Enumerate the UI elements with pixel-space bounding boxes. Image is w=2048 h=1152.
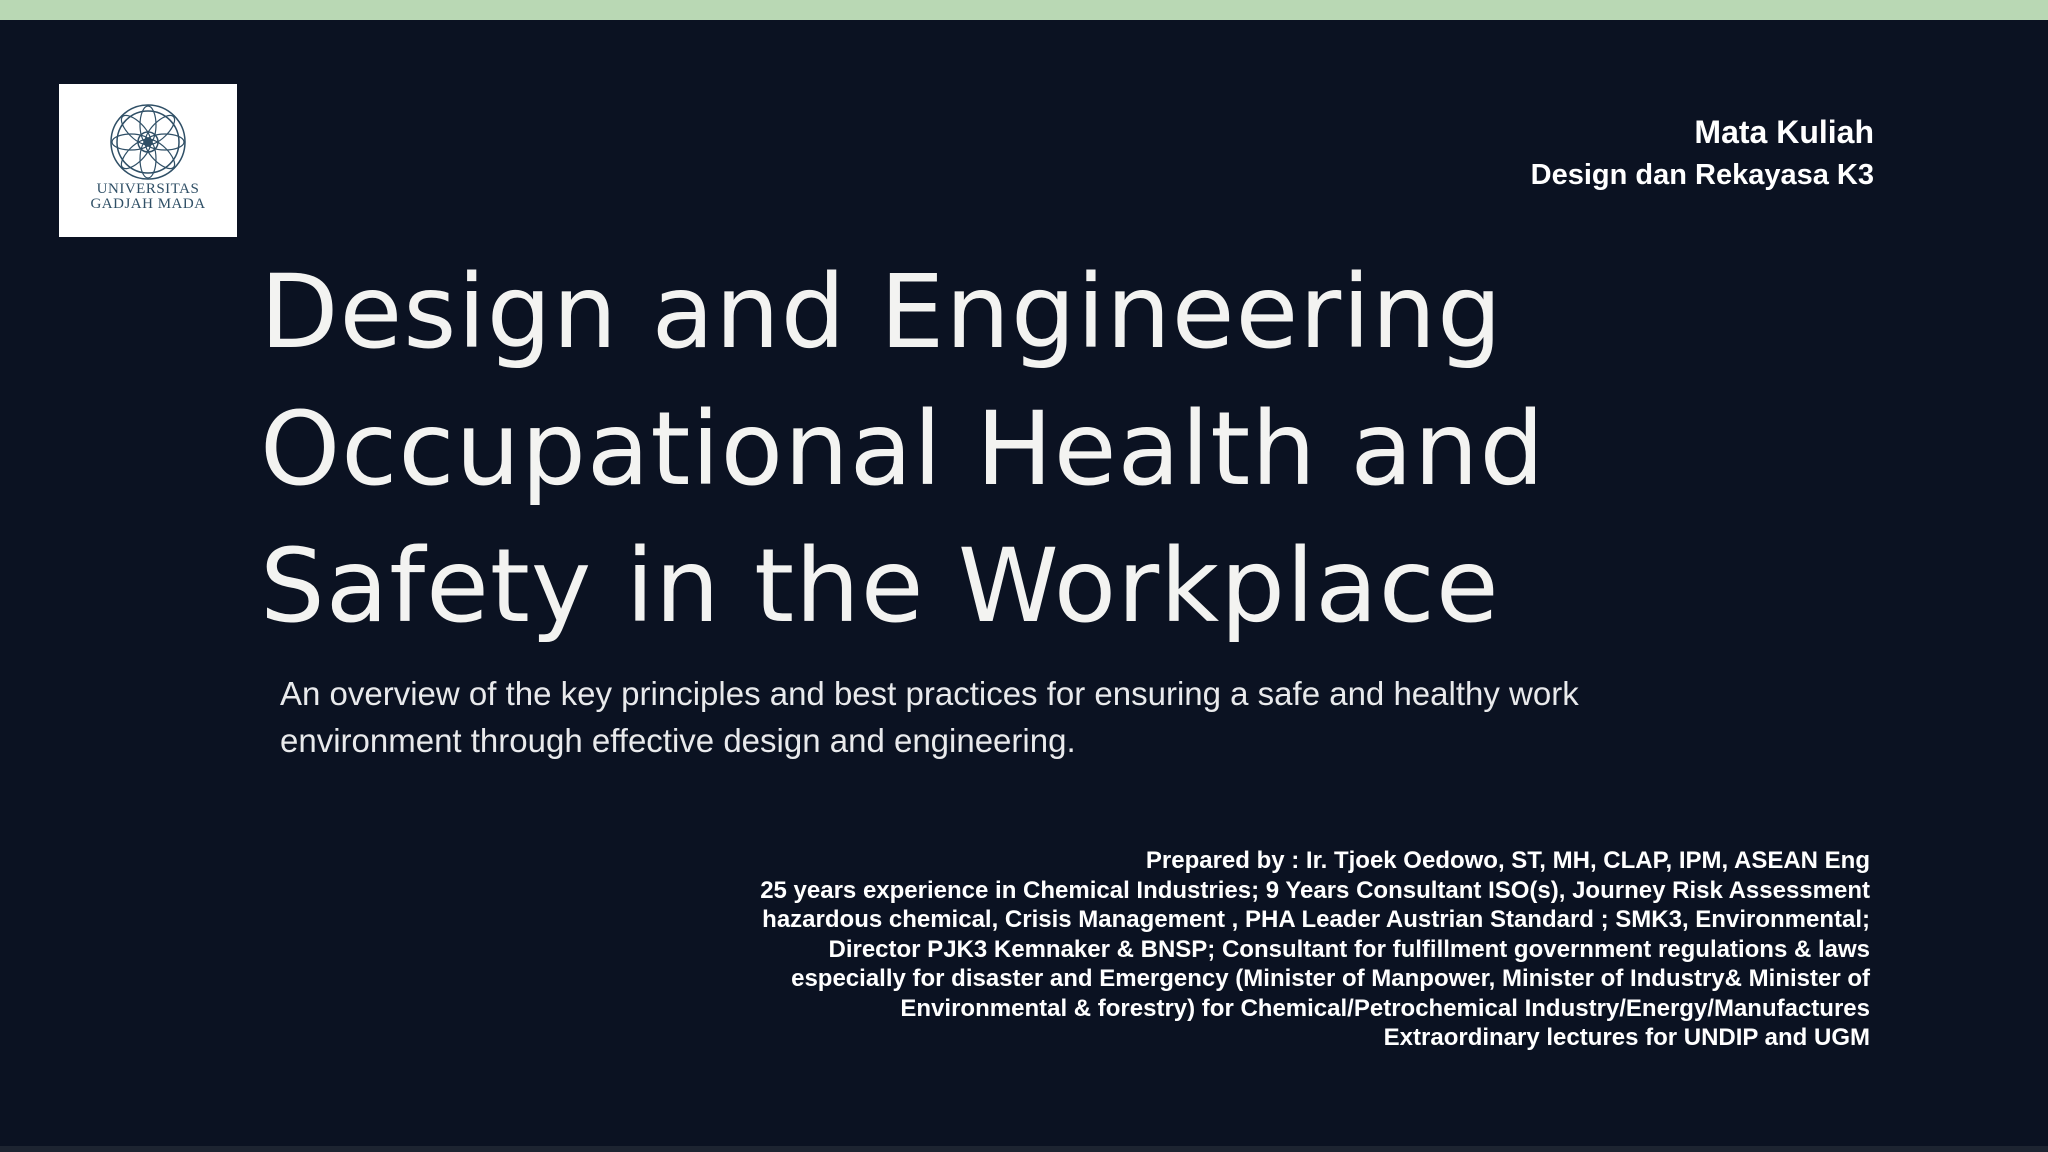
author-line: 25 years experience in Chemical Industries; 9 Years Consultant ISO(s), Journey Risk Assessment bbox=[760, 876, 1870, 904]
author-line: Environmental & forestry) for Chemical/Petrochemical Industry/Energy/Manufactures bbox=[900, 994, 1870, 1022]
author-line: especially for disaster and Emergency (Minister of Manpower, Minister of Industry& Minister of bbox=[791, 965, 1870, 992]
author-line: Extraordinary lectures for UNDIP and UGM bbox=[1383, 1024, 1870, 1051]
university-logo bbox=[59, 84, 237, 237]
author-line: Director PJK3 Kemnaker & BNSP; Consultant for fulfillment government regulations & laws bbox=[828, 935, 1870, 963]
author-line: hazardous chemical, Crisis Management , PHA Leader Austrian Standard ; SMK3, Environmental; bbox=[762, 906, 1870, 933]
title-line-3: Safety in the Workplace bbox=[260, 527, 1500, 646]
course-name: Design dan Rekayasa K3 bbox=[1530, 159, 1874, 191]
university-emblem-icon bbox=[59, 84, 237, 184]
title-line-1: Design and Engineering bbox=[260, 253, 1503, 372]
bottom-edge bbox=[0, 1146, 2048, 1152]
logo-text-line-1: UNIVERSITAS bbox=[96, 181, 200, 197]
course-label: Mata Kuliah bbox=[1694, 114, 1874, 150]
author-info bbox=[570, 846, 1870, 1053]
logo-text-line-2: GADJAH MADA bbox=[90, 196, 206, 212]
slide-subtitle: An overview of the key principles and best practices for ensuring a safe and healthy work environment through effective design and engineering. bbox=[280, 675, 1579, 759]
author-line: Prepared by : Ir. Tjoek Oedowo, ST, MH, CLAP, IPM, ASEAN Eng bbox=[1145, 847, 1870, 874]
slide-title bbox=[260, 244, 1840, 655]
title-line-2: Occupational Health and bbox=[260, 390, 1546, 509]
top-accent-bar bbox=[0, 0, 2048, 20]
